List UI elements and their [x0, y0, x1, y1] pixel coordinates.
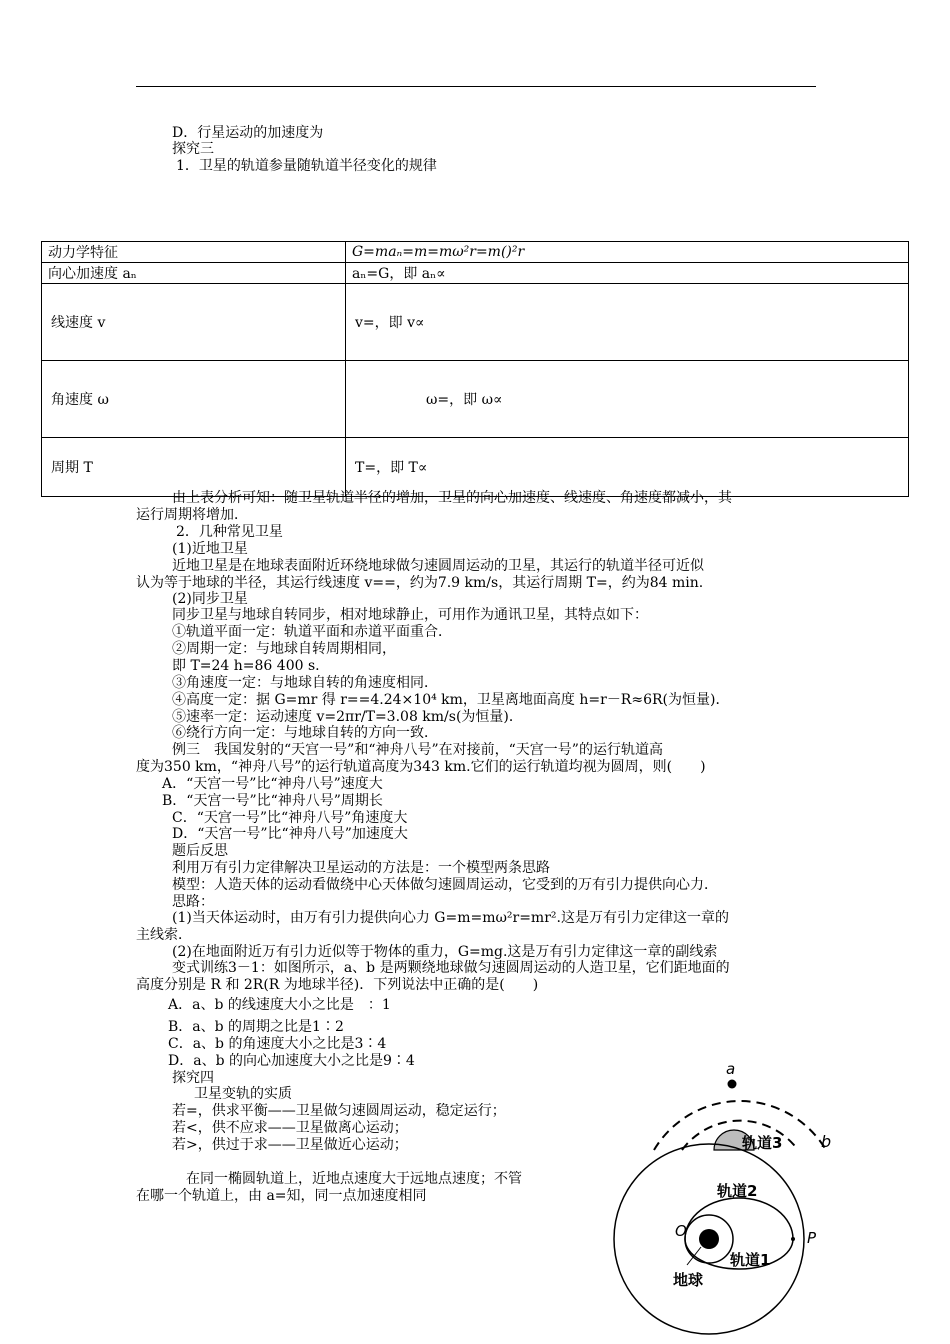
subsection-heading: (1)近地卫星: [172, 541, 248, 557]
table-row: [42, 263, 909, 284]
list-item: ⑤速率一定：运动速度 v=2πr/T=3.08 km/s(为恒量)．: [172, 709, 523, 725]
example-question: 度为350 km，“神舟八号”的运行轨道高度为343 km.它们的运行轨道均视为圆周，则( ): [136, 759, 706, 775]
paragraph-line: 模型：人造天体的运动看做绕中心天体做匀速圆周运动，它受到的万有引力提供向心力．: [172, 877, 718, 893]
table-row-label: 角速度 ω: [42, 361, 346, 438]
earth-dot: [699, 1229, 719, 1249]
example-question: 例三 我国发射的“天宫一号”和“神舟八号”在对接前，“天宫一号”的运行轨道高: [172, 742, 663, 758]
list-item: ⑥绕行方向一定：与地球自转的方向一致．: [172, 725, 438, 741]
paragraph-line: (2)在地面附近万有引力近似等于物体的重力，G=mg.这是万有引力定律这一章的副线索: [172, 944, 718, 960]
table-row-formula: G=maₙ=m=mω²r=m()²r: [346, 242, 909, 263]
list-item: ②周期一定：与地球自转周期相同，: [172, 641, 396, 657]
reflection-heading: 题后反思: [172, 843, 228, 859]
table-row: [42, 284, 909, 361]
satellite-a: [728, 1080, 737, 1089]
paragraph-line: 由上表分析可知：随卫星轨道半径的增加，卫星的向心加速度、线速度、角速度都减小，其: [172, 490, 732, 506]
label-o: O: [675, 1222, 687, 1240]
orbit-transfer-figure: [605, 1135, 835, 1340]
section-title-4: 探究四: [172, 1070, 214, 1086]
paragraph-line: 利用万有引力定律解决卫星运动的方法是：一个模型两条思路: [172, 860, 550, 876]
exercise-question: 高度分别是 R 和 2R(R 为地球半径)．下列说法中正确的是( ): [136, 977, 539, 993]
option-c: C．a、b 的角速度大小之比是3∶4: [168, 1036, 387, 1052]
exercise-question: 变式训练3－1：如图所示，a、b 是两颗绕地球做匀速圆周运动的人造卫星，它们距地面的: [172, 960, 730, 976]
paragraph-line: 若>，供过于求——卫星做近心运动；: [172, 1137, 408, 1153]
paragraph-line: 运行周期将增加．: [136, 507, 248, 523]
section-title-3: 探究三: [172, 141, 214, 157]
table-row-formula: aₙ=G，即 aₙ∝: [346, 263, 909, 284]
label-orbit3: 轨道3: [742, 1134, 783, 1152]
table-row-label: 动力学特征: [42, 242, 346, 263]
paragraph-line: 在哪一个轨道上，由 a=知，同一点加速度相同: [136, 1188, 427, 1204]
table-row-formula: ω=，即 ω∝: [346, 361, 909, 438]
option-a: A．a、b 的线速度大小之比是 ：1: [168, 997, 391, 1013]
paragraph-line: (1)当天体运动时，由万有引力提供向心力 G=m=mω²r=mr².这是万有引力定律这一章的: [172, 910, 729, 926]
paragraph-line: 若<，供不应求——卫星做离心运动；: [172, 1120, 408, 1136]
list-item: 即 T=24 h=86 400 s.: [172, 658, 320, 674]
label-orbit1: 轨道1: [730, 1251, 771, 1269]
orbit-parameter-table: [41, 241, 909, 497]
table-row-formula: T=，即 T∝: [346, 438, 909, 497]
label-a: a: [726, 1060, 736, 1078]
label-b: b: [821, 1132, 832, 1151]
paragraph-line: 同步卫星与地球自转同步，相对地球静止，可用作为通讯卫星，其特点如下：: [172, 607, 648, 623]
paragraph-line: 若=，供求平衡——卫星做匀速圆周运动，稳定运行；: [172, 1103, 506, 1119]
subsection-heading: 1．卫星的轨道参量随轨道半径变化的规律: [176, 158, 437, 174]
subsection-heading: 卫星变轨的实质: [194, 1086, 292, 1102]
table-row-label: 周期 T: [42, 438, 346, 497]
list-item: ③角速度一定：与地球自转的角速度相同．: [172, 675, 438, 691]
option-d: D．“天宫一号”比“神舟八号”加速度大: [172, 826, 408, 842]
table-row: [42, 361, 909, 438]
subsection-heading: (2)同步卫星: [172, 591, 248, 607]
label-orbit2: 轨道2: [717, 1182, 758, 1200]
list-item: ①轨道平面一定：轨道平面和赤道平面重合．: [172, 624, 452, 640]
table-row-label: 线速度 v: [42, 284, 346, 361]
table-row: [42, 438, 909, 497]
option-d-text: D．行星运动的加速度为: [172, 125, 324, 141]
option-d: D．a、b 的向心加速度大小之比是9∶4: [168, 1053, 415, 1069]
label-earth: 地球: [673, 1271, 704, 1289]
table-row-formula: v=，即 v∝: [346, 284, 909, 361]
option-c: C．“天宫一号”比“神舟八号”角速度大: [172, 810, 408, 826]
table-row: [42, 242, 909, 263]
label-p: P: [807, 1229, 817, 1247]
paragraph-line: 近地卫星是在地球表面附近环绕地球做匀速圆周运动的卫星，其运行的轨道半径可近似: [172, 558, 704, 574]
paragraph-line: 认为等于地球的半径，其运行线速度 v==，约为7.9 km/s，其运行周期 T=，约为84 min.: [136, 575, 704, 591]
section-heading: 2．几种常见卫星: [176, 524, 283, 540]
option-b: B．“天宫一号”比“神舟八号”周期长: [162, 793, 383, 809]
option-b: B．a、b 的周期之比是1∶2: [168, 1019, 344, 1035]
point-p: [791, 1237, 795, 1241]
header-rule: [136, 86, 816, 87]
table-row-label: 向心加速度 aₙ: [42, 263, 346, 284]
paragraph-line: 思路：: [172, 894, 214, 910]
option-a: A．“天宫一号”比“神舟八号”速度大: [162, 776, 383, 792]
list-item: ④高度一定：据 G=mr 得 r==4.24×10⁴ km，卫星离地面高度 h=r－R≈6R(为恒量)．: [172, 692, 730, 708]
paragraph-line: 在同一椭圆轨道上，近地点速度大于远地点速度；不管: [186, 1171, 522, 1187]
paragraph-line: 主线索．: [136, 927, 192, 943]
